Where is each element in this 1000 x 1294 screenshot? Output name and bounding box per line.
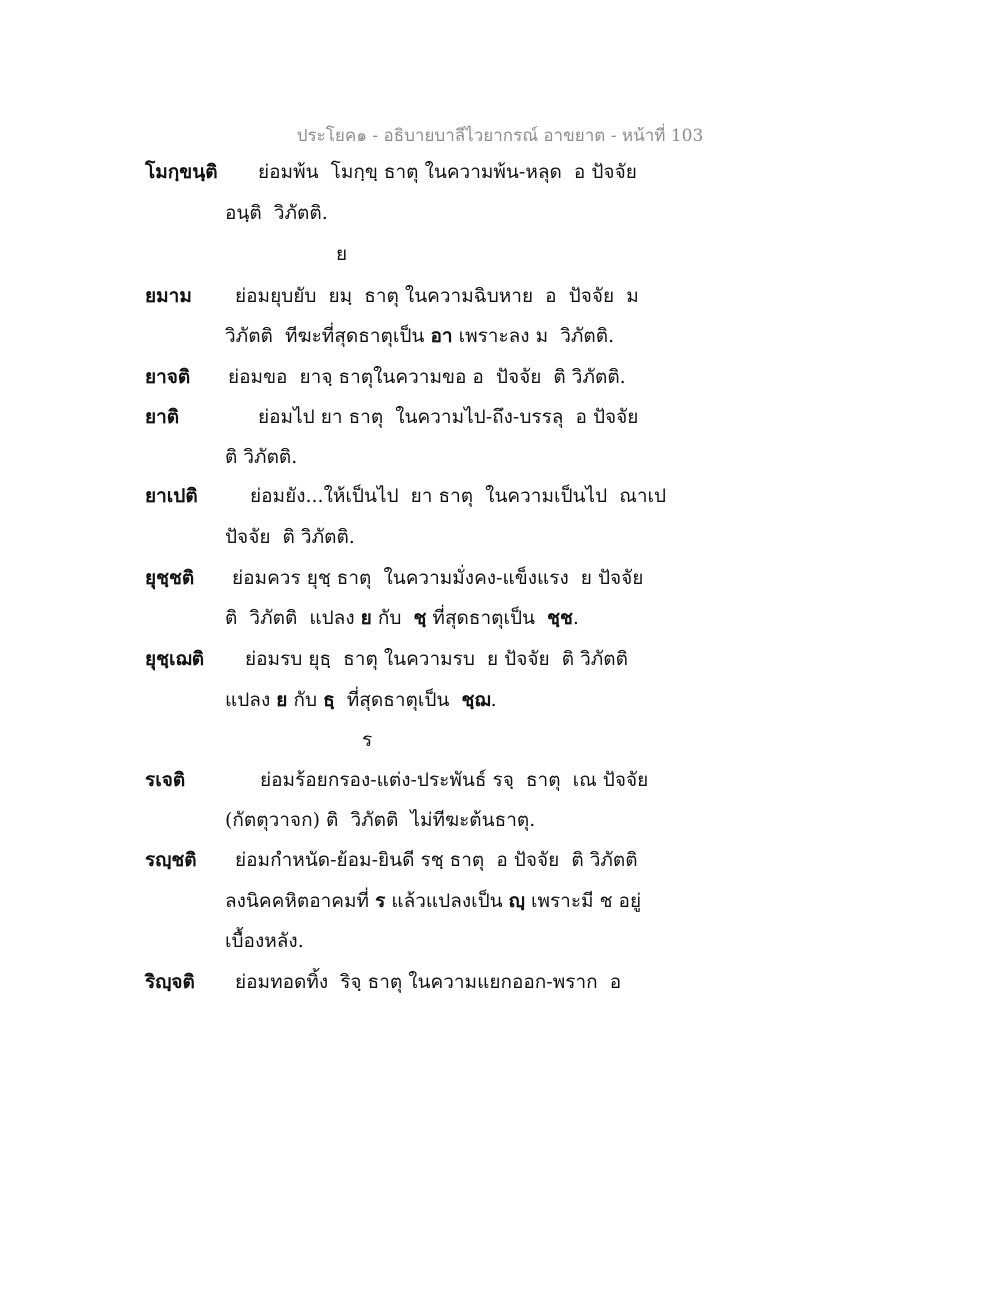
definition-text: ติ วิภัตติ แปลง <box>225 607 361 629</box>
definition-text: ย่อมยุบยับ ยมฺ ธาตุ ในความฉิบหาย อ ปัจจัย ม <box>235 285 639 307</box>
definition-line <box>260 760 648 800</box>
bold-term: ญฺ <box>508 890 525 912</box>
definition-text: ลงนิคคหิตอาคมที่ <box>225 890 376 912</box>
definition-line <box>235 276 639 316</box>
definition-text: (กัตตุวาจก) ติ วิภัตติ ไม่ทีฆะต้นธาตุ. <box>225 809 536 831</box>
definition-line <box>225 437 297 477</box>
definition-text: ย่อมรบ ยุธฺ ธาตุ ในความรบ ย ปัจจัย ติ วิภัตติ <box>245 648 628 670</box>
definition-line <box>232 558 643 598</box>
definition-text: ติ วิภัตติ. <box>225 446 298 468</box>
definition-text: เพราะลง ม วิภัตติ. <box>452 325 615 347</box>
headword: ยุชฺชติ <box>145 567 195 589</box>
bold-term: ชฺช <box>547 607 573 629</box>
definition-line <box>225 517 355 557</box>
definition-line <box>250 476 666 516</box>
definition-text: ย่อมไป ยา ธาตุ ในความไป-ถึง-บรรลุ อ ปัจจัย <box>258 406 639 428</box>
definition-text: กับ <box>371 607 414 629</box>
bold-term: ชฺ <box>413 607 427 629</box>
definition-line <box>225 680 497 720</box>
definition-text: . <box>490 689 497 711</box>
definition-line <box>258 152 637 192</box>
definition-text: . <box>572 607 579 629</box>
definition-text: เบื้องหลัง. <box>225 930 304 952</box>
definition-line <box>225 598 579 638</box>
definition-text: ที่สุดธาตุเป็น <box>334 689 462 711</box>
headword: ยมาม <box>145 285 192 307</box>
page-header: ประโยค๑ - อธิบายบาลีไวยากรณ์ อาขยาต - หน้าที่ 103 <box>296 126 704 146</box>
definition-line <box>225 800 535 840</box>
bold-term: ชฺฌ <box>461 689 491 711</box>
definition-line <box>225 881 641 921</box>
definition-text: กับ <box>287 689 324 711</box>
definition-line <box>235 840 638 880</box>
definition-text: แล้วแปลงเป็น <box>385 890 509 912</box>
definition-text: ย่อมทอดทิ้ง ริจฺ ธาตุ ในความแยกออก-พราก อ <box>235 971 622 993</box>
definition-text: แปลง <box>225 689 277 711</box>
definition-text: ย่อมยัง...ให้เป็นไป ยา ธาตุ ในความเป็นไป ณาเป <box>250 485 667 507</box>
headword: รเจติ <box>145 769 186 791</box>
definition-text: ย่อมขอ ยาจฺ ธาตุในความขอ อ ปัจจัย ติ วิภัตติ. <box>228 366 626 388</box>
section-letter: ย <box>336 243 348 265</box>
bold-term: อา <box>430 325 453 347</box>
definition-text: ปัจจัย ติ วิภัตติ. <box>225 526 355 548</box>
definition-text: ที่สุดธาตุเป็น <box>426 607 548 629</box>
definition-text: อนฺติ วิภัตติ. <box>225 202 328 224</box>
definition-line <box>225 921 304 961</box>
bold-term: ธฺ <box>323 689 335 711</box>
definition-text: ย่อมพ้น โมกฺขฺ ธาตุ ในความพ้น-หลุด อ ปัจจัย <box>258 161 637 183</box>
definition-line <box>235 962 621 1002</box>
headword: ยาจติ <box>145 366 191 388</box>
bold-term: ย <box>360 607 372 629</box>
definition-text: ย่อมร้อยกรอง-แต่ง-ประพันธ์ รจฺ ธาตุ เณ ปัจจัย <box>260 769 649 791</box>
headword: รญฺชติ <box>145 849 197 871</box>
bold-term: ย <box>276 689 288 711</box>
headword: ยาติ <box>145 406 180 428</box>
definition-text: ย่อมกำหนัด-ย้อม-ยินดี รชฺ ธาตุ อ ปัจจัย ติ วิภัตติ <box>235 849 638 871</box>
definition-text: เพราะมี ช อยู่ <box>524 890 642 912</box>
definition-text: ย่อมควร ยุชฺ ธาตุ ในความมั่งคง-แข็งแรง ย ปัจจัย <box>232 567 644 589</box>
definition-line <box>245 639 628 679</box>
headword: ริญฺจติ <box>145 971 195 993</box>
headword: โมกฺขนฺติ <box>145 161 218 183</box>
definition-line <box>258 397 638 437</box>
section-letter: ร <box>362 729 373 751</box>
definition-text: วิภัตติ ทีฆะที่สุดธาตุเป็น <box>225 325 431 347</box>
headword: ยุชฺเฌติ <box>145 648 205 670</box>
definition-line <box>225 193 328 233</box>
definition-line <box>225 316 614 356</box>
definition-line <box>228 357 626 397</box>
headword: ยาเปติ <box>145 485 198 507</box>
bold-term: ร <box>375 890 386 912</box>
